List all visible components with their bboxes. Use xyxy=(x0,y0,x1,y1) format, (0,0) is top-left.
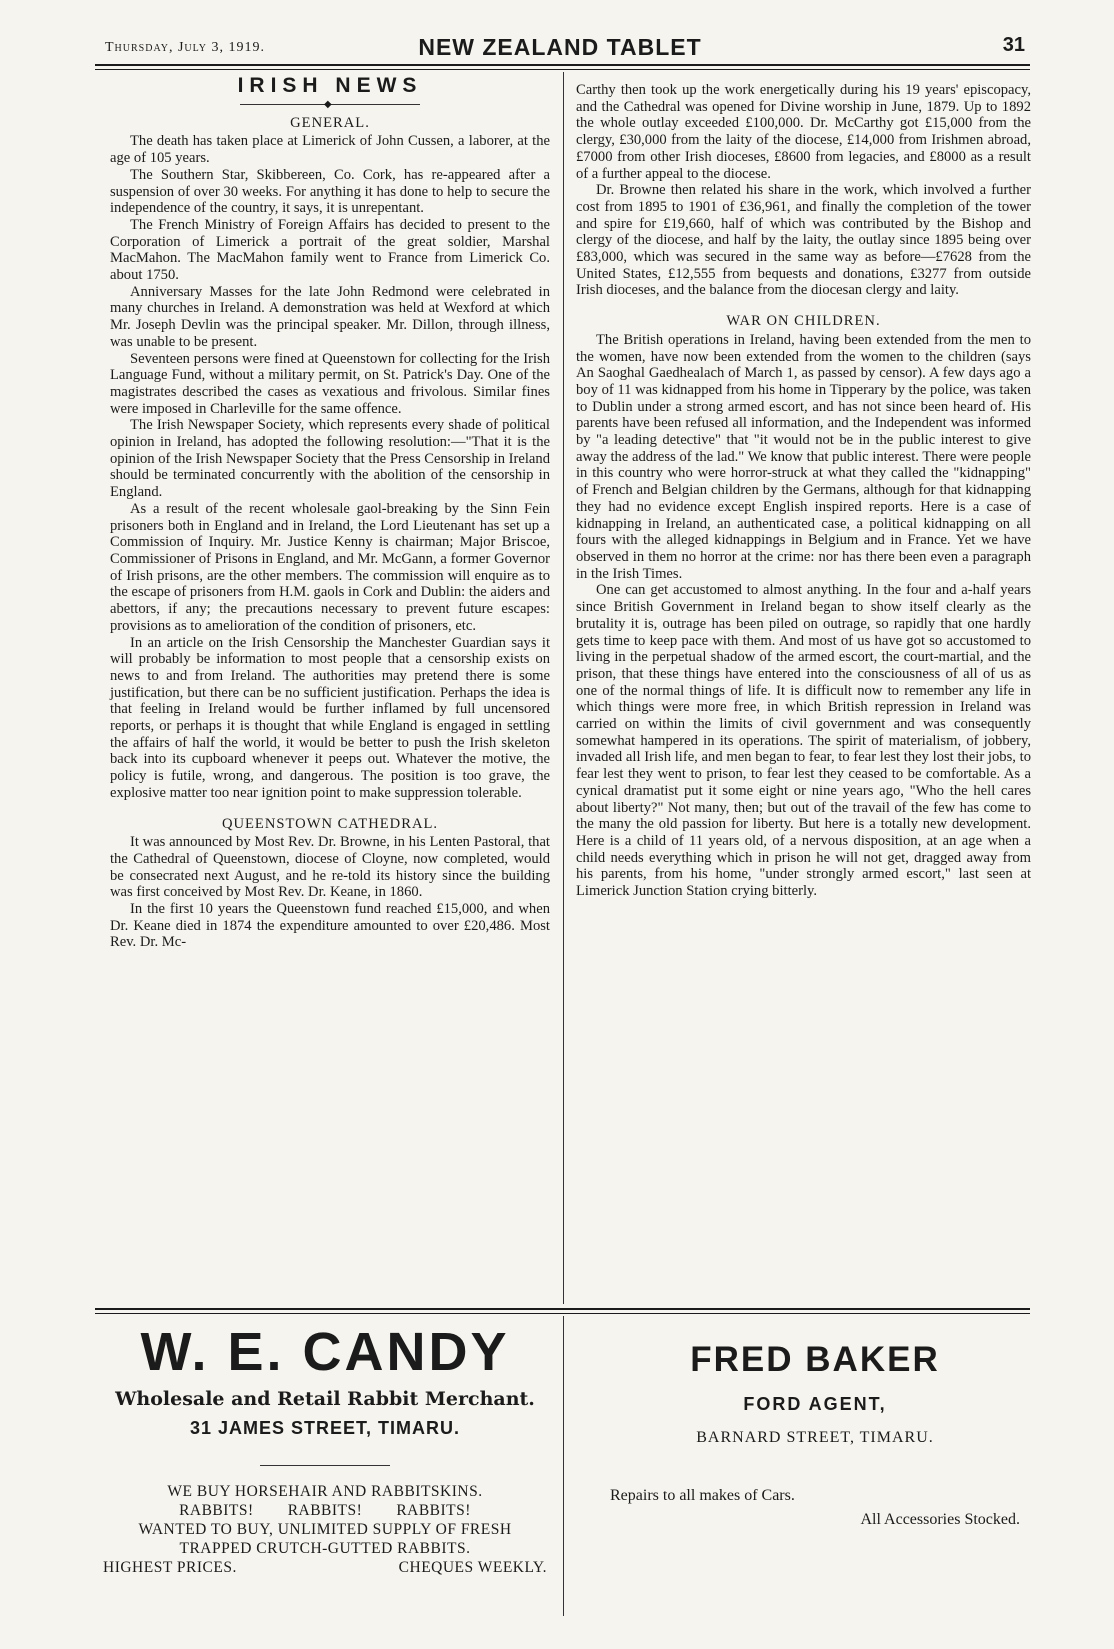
column-divider xyxy=(563,72,564,1304)
advert-bottom-row xyxy=(95,1558,555,1577)
article-paragraph: As a result of the recent wholesale gaol-breaking by the Sinn Fein prisoners both in England and in Ireland, the Lord Lieutenant has set up a Commission of Inquiry. Mr. Justice Kenny is chairman; Major Briscoe, Commissioner of Prisons in England, and Mr. McGann, a former Governor of Irish prisons, are the other members. The commission will enquire as to the escape of prisoners from H.M. gaols in Cork and Dublin: the aiders and abettors, if any; the precautions necessary to prevent future escapes: provisions as to amelioration of the condition of prisoners, etc. xyxy=(110,500,550,634)
article-paragraph: The French Ministry of Foreign Affairs has decided to present to the Corporation of Limerick a portrait of the great soldier, Marshal MacMahon. The MacMahon family went to France from Limerick Co. about 1750. xyxy=(110,216,550,284)
advert-line: TRAPPED CRUTCH-GUTTED RABBITS. xyxy=(179,1540,471,1557)
article-paragraph: One can get accustomed to almost anything. In the four and a-half years since British Government in Ireland began to show itself clearly as the brutality it is, outrage has been piled on outrage, so rapidly that one hardly gets time to keep pace with them. And most of us have got so accustomed to living in the perpetual shadow of the armed escort, the court-martial, and the prison, that these things have entered into the consciousness of all of us as one of the normal things of life. It is difficult now to remember any life in which things were more free, in which British repression in Ireland was carried on within the limits of civil government and was consequently somewhat hampered in its operations. The spirit of materialism, of jobbery, invaded all Irish life, and men began to fear, to fear lest they lost their jobs, to fear lest they went to prison, to fear lest they ceased to be comfortable. As a cynical dramatist put it some eight or nine years ago, "Who the hell cares about liberty?" Not many, then; but out of the travail of the few has come to the many the old passion for liberty. But here is a totally new development. Here is a child of 11 years old, of a nervous disposition, at an age when a child needs everything which in prison he will not get, dragged away from his parents, from his home, "under strongly armed escort," last seen at Limerick Junction Station crying bitterly. xyxy=(576,582,1031,900)
advert-rule xyxy=(95,1308,1030,1310)
article-paragraph: The Southern Star, Skibbereen, Co. Cork, has re-appeared after a suspension of over 30 weeks. For anything it has done to help to secure the independence of the country, it says, it is unrepentant. xyxy=(110,166,550,217)
advert-rabbits-word: RABBITS! xyxy=(179,1502,254,1519)
article-paragraph: Anniversary Masses for the late John Redmond were celebrated in many churches in Ireland. A demonstration was held at Wexford at which Mr. Joseph Devlin was the principal speaker. Mr. Dillon, through illness, was unable to be present. xyxy=(110,283,550,350)
masthead xyxy=(95,32,1025,64)
advert-subtitle: FORD AGENT, xyxy=(743,1394,887,1414)
masthead-rule xyxy=(95,64,1030,66)
advert-line: WE BUY HORSEHAIR AND RABBITSKINS. xyxy=(167,1483,483,1500)
advert-address: 31 JAMES STREET, TIMARU. xyxy=(189,1418,461,1438)
advert-subtitle: Wholesale and Retail Rabbit Merchant. xyxy=(115,1388,535,1410)
article-paragraph: Carthy then took up the work energetically during his 19 years' episcopacy, and the Cathedral was opened for Divine worship in June, 1879. Up to 1892 the whole outlay exceeded £100,000. Dr. McCarthy got £15,000 from the clergy, £30,000 from the laity of the diocese, £14,000 from Irishmen abroad, £7000 from other Irish dioceses, £8600 from legacies, and £8000 as a result of a further appeal to the diocese. xyxy=(576,82,1031,182)
advert-name: W. E. CANDY xyxy=(140,1322,510,1382)
advert-line: WANTED TO BUY, UNLIMITED SUPPLY OF FRESH xyxy=(138,1521,512,1538)
advert-short-rule xyxy=(260,1465,390,1466)
advert-rabbits-row xyxy=(95,1501,555,1520)
section-title: IRISH NEWS xyxy=(237,74,423,97)
page-number: 31 xyxy=(1002,34,1025,56)
advert-cheques-weekly: CHEQUES WEEKLY. xyxy=(398,1559,547,1576)
subhead-queenstown-cathedral: QUEENSTOWN CATHEDRAL. xyxy=(221,815,439,832)
advert-candy xyxy=(95,1322,555,1577)
advert-accessories: All Accessories Stocked. xyxy=(860,1511,1020,1528)
masthead-rule-thin xyxy=(95,69,1030,70)
advert-baker xyxy=(600,1340,1030,1529)
subhead-general: GENERAL. xyxy=(290,114,370,131)
right-column xyxy=(576,82,1031,900)
subhead-war-on-children: WAR ON CHILDREN. xyxy=(726,313,881,330)
article-paragraph: Dr. Browne then related his share in the work, which involved a further cost from 1895 to 1901 of £36,961, and finally the completion of the tower and spire for £19,660, half of which was contributed by the Bishop and clergy of the diocese, and half by the laity, the outlay since 1895 being over £83,000, which was secured in the same way as before—£7628 from the United States, £12,555 from bequests and donations, £3277 from outside Irish dioceses, and the balance from the diocesan clergy and laity. xyxy=(576,182,1031,299)
advert-address: BARNARD STREET, TIMARU. xyxy=(696,1429,934,1446)
article-paragraph: Seventeen persons were fined at Queenstown for collecting for the Irish Language Fund, without a military permit, on St. Patrick's Day. One of the magistrates described the cases as vexatious and frivolous. Similar fines were imposed in Charleville for the same offence. xyxy=(110,350,550,417)
issue-date: Thursday, July 3, 1919. xyxy=(105,40,265,55)
advert-rule-thin xyxy=(95,1313,1030,1314)
advert-name: FRED BAKER xyxy=(690,1340,940,1379)
advert-rabbits-word: RABBITS! xyxy=(396,1502,471,1519)
advert-highest-prices: HIGHEST PRICES. xyxy=(103,1559,237,1576)
article-paragraph: The British operations in Ireland, having been extended from the men to the women, have now been extended from the women to the children (says An Saoghal Gaedhealach of March 1, as passed by censor). A few days ago a boy of 11 was kidnapped from his home in Tipperary by the police, was taken to Dublin under a strong armed escort, and has not since been heard of. His parents have been refused all information, and the Independent was informed by "a leading detective" that "it would not be in the public interest to give away the address of the lad." We know that public interest. There were people in this country who were horror-struck at what they called the "kidnapping" of French and Belgian children by the Germans, although for that kidnapping they had no evidence except English inspired reports. Here is a case of kidnapping in Ireland, an authenticated case, a political kidnapping on all fours with the alleged kidnappings in Belgium and in France. Yet we have observed in them no horror at the crime: nor has there been even a paragraph in the Irish Times. xyxy=(576,331,1031,582)
advert-repairs: Repairs to all makes of Cars. xyxy=(610,1487,795,1504)
article-paragraph: It was announced by Most Rev. Dr. Browne, in his Lenten Pastoral, that the Cathedral of Queenstown, diocese of Cloyne, now completed, would be consecrated next August, and he re-told its history since the building was first conceived by Most Rev. Dr. Keane, in 1860. xyxy=(110,834,550,901)
newspaper-title: NEW ZEALAND TABLET xyxy=(418,34,702,60)
article-paragraph: The Irish Newspaper Society, which represents every shade of political opinion in Ireland, has adopted the following resolution:—"That it is the opinion of the Irish Newspaper Society that the Press Censorship in Ireland should be terminated concurrently with the abolition of the censorship in England. xyxy=(110,417,550,501)
article-paragraph: In an article on the Irish Censorship the Manchester Guardian says it will probably be information to most people that a censorship exists on news to and from Ireland. The authorities may pretend there is some justification, but there can be no sufficient justification. Perhaps the idea is that feeling in Ireland would be further inflamed by full uncensored reports, or perhaps it is thought that while England is engaged in settling the affairs of half the world, it would be better to push the Irish skeleton back into its cupboard whenever it peeps out. Whatever the motive, the policy is futile, wrong, and dangerous. The position is too grave, the explosive matter too near ignition point to make suppression tolerable. xyxy=(110,634,550,801)
advert-rabbits-word: RABBITS! xyxy=(287,1502,363,1519)
advert-divider xyxy=(563,1316,564,1616)
ornament-rule xyxy=(240,99,420,111)
left-column xyxy=(110,74,550,951)
article-paragraph: The death has taken place at Limerick of John Cussen, a laborer, at the age of 105 years. xyxy=(110,133,550,167)
article-paragraph: In the first 10 years the Queenstown fund reached £15,000, and when Dr. Keane died in 1874 the expenditure amounted to over £20,486. Most Rev. Dr. Mc- xyxy=(110,901,550,951)
diamond-ornament-icon: ◆ xyxy=(324,98,332,110)
